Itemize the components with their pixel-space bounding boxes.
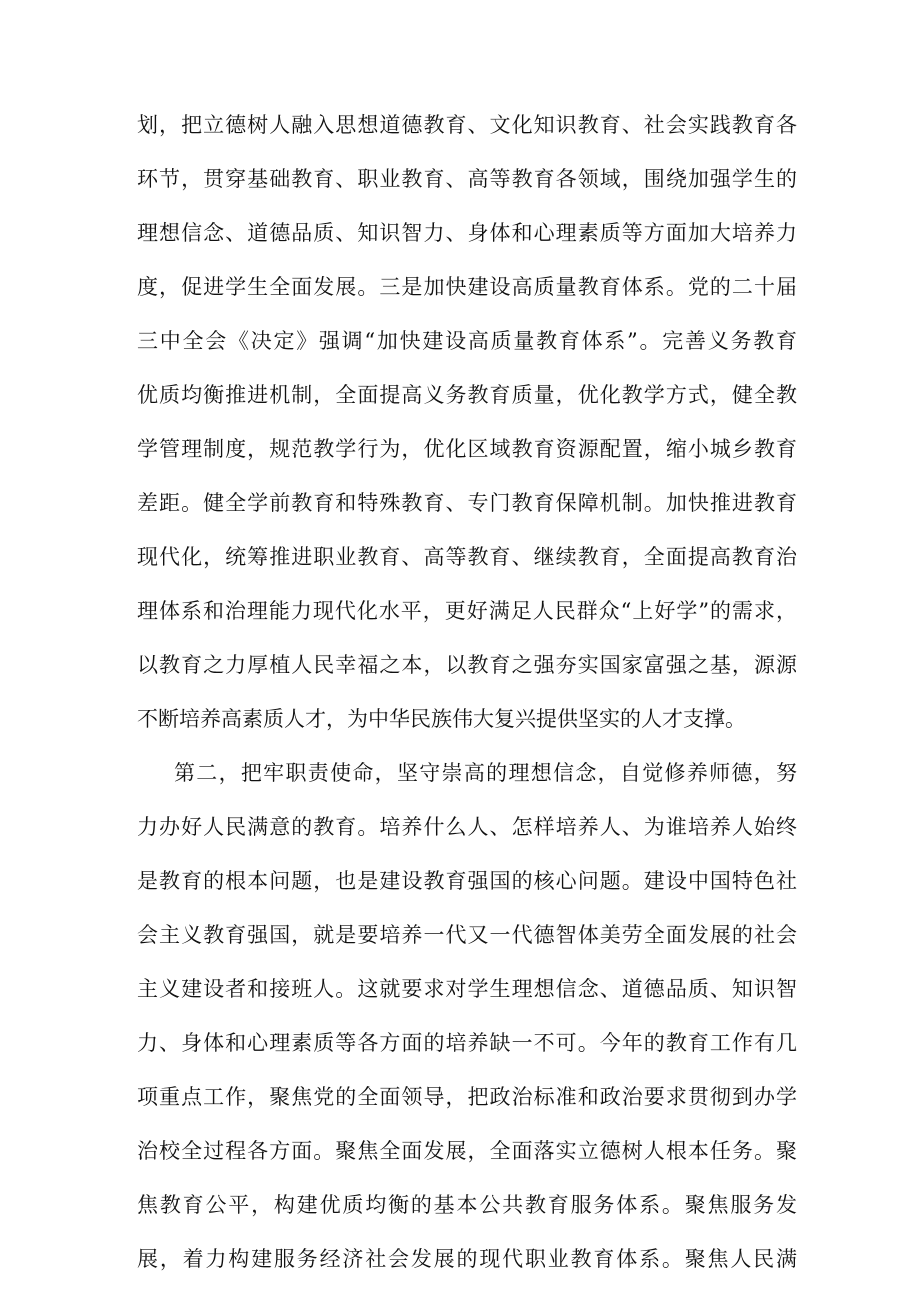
text-line: 主义建设者和接班人。这就要求对学生理想信念、道德品质、知识智 <box>137 977 797 1001</box>
text-line: 差距。健全学前教育和特殊教育、专门教育保障机制。加快推进教育 <box>137 491 797 515</box>
text-line: 会主义教育强国，就是要培养一代又一代德智体美劳全面发展的社会 <box>137 923 797 947</box>
text-line: 项重点工作，聚焦党的全面领导，把政治标准和政治要求贯彻到办学 <box>137 1085 797 1109</box>
text-line: 力、身体和心理素质等各方面的培养缺一不可。今年的教育工作有几 <box>137 1031 797 1055</box>
text-line: 理体系和治理能力现代化水平，更好满足人民群众“上好学”的需求， <box>137 599 797 623</box>
text-line: 治校全过程各方面。聚焦全面发展，全面落实立德树人根本任务。聚 <box>137 1139 797 1163</box>
text-line: 力办好人民满意的教育。培养什么人、怎样培养人、为谁培养人始终 <box>137 815 797 839</box>
text-line: 是教育的根本问题，也是建设教育强国的核心问题。建设中国特色社 <box>137 869 797 893</box>
paragraph-first-line: 第二，把牢职责使命，坚守崇高的理想信念，自觉修养师德，努 <box>174 761 797 785</box>
text-line: 展，着力构建服务经济社会发展的现代职业教育体系。聚焦人民满 <box>137 1247 797 1271</box>
text-line: 现代化，统筹推进职业教育、高等教育、继续教育，全面提高教育治 <box>137 545 797 569</box>
text-line: 环节，贯穿基础教育、职业教育、高等教育各领域，围绕加强学生的 <box>137 167 797 191</box>
text-line: 焦教育公平，构建优质均衡的基本公共教育服务体系。聚焦服务发 <box>137 1193 797 1217</box>
text-line: 学管理制度，规范教学行为，优化区域教育资源配置，缩小城乡教育 <box>137 437 797 461</box>
text-line: 度，促进学生全面发展。三是加快建设高质量教育体系。党的二十届 <box>137 275 797 299</box>
text-line: 以教育之力厚植人民幸福之本，以教育之强夯实国家富强之基，源源 <box>137 653 797 677</box>
text-line: 优质均衡推进机制，全面提高义务教育质量，优化教学方式，健全教 <box>137 383 797 407</box>
text-line: 三中全会《决定》强调“加快建设高质量教育体系”。完善义务教育 <box>137 329 797 353</box>
text-line: 不断培养高素质人才，为中华民族伟大复兴提供坚实的人才支撑。 <box>137 707 746 731</box>
text-line: 划，把立德树人融入思想道德教育、文化知识教育、社会实践教育各 <box>137 113 797 137</box>
text-line: 理想信念、道德品质、知识智力、身体和心理素质等方面加大培养力 <box>137 221 797 245</box>
